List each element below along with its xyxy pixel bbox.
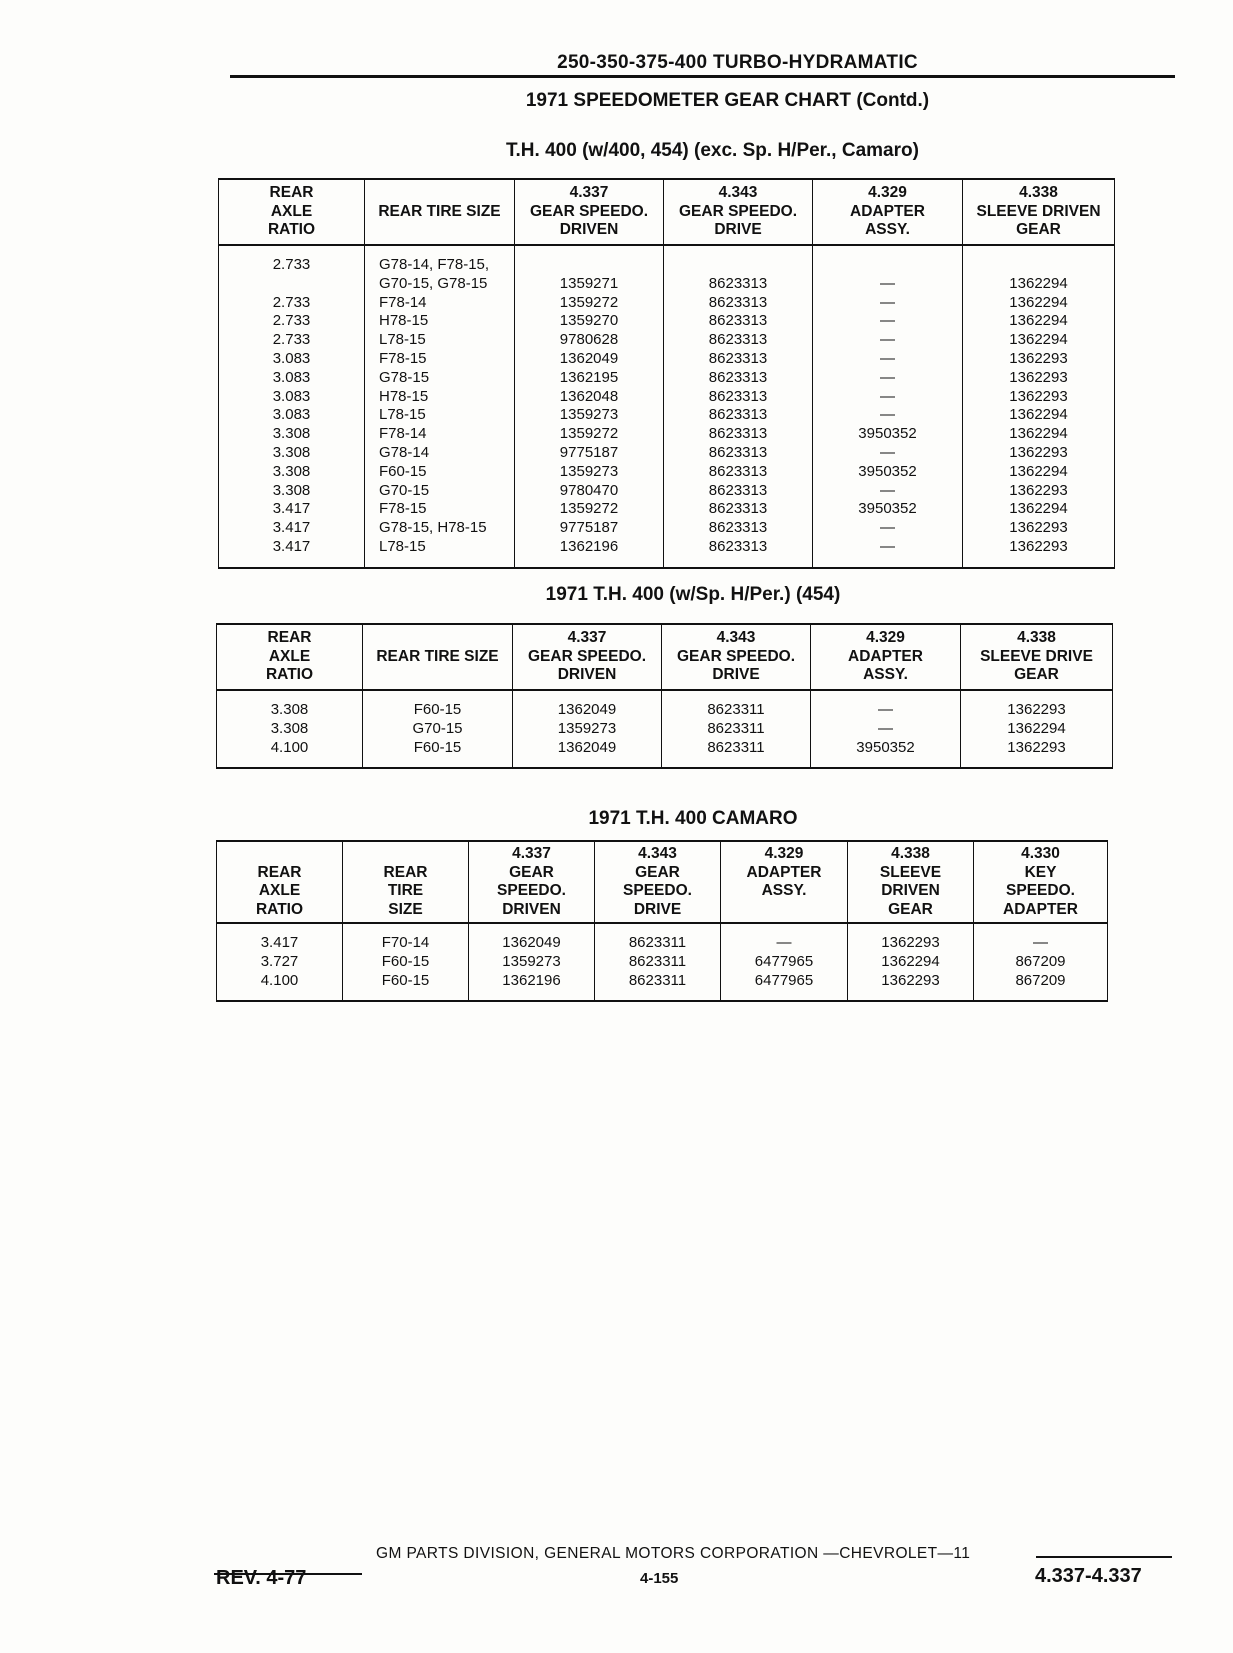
table1-body-row [219, 245, 1115, 568]
table2-header-adapter-assy: 4.329 ADAPTER ASSY. [811, 624, 961, 690]
table2-speedo-driven-column: 1362049 1359273 1362049 [513, 690, 662, 768]
publisher-line: GM PARTS DIVISION, GENERAL MOTORS CORPORATION —CHEVROLET—11 [376, 1545, 971, 1562]
table1-header-sleeve-driven-gear: 4.338 SLEEVE DRIVEN GEAR [963, 179, 1115, 245]
table2-header-speedo-drive: 4.343 GEAR SPEEDO. DRIVE [662, 624, 811, 690]
table2-body-row [217, 690, 1113, 768]
table3-header-sleeve-driven-gear: 4.338 SLEEVE DRIVEN GEAR [848, 841, 974, 923]
table3-speedo-driven-column: 1362049 1359273 1362196 [469, 923, 595, 1001]
table1-header-adapter-assy: 4.329 ADAPTER ASSY. [813, 179, 963, 245]
table1 [218, 178, 1115, 569]
document-header-title: 250-350-375-400 TURBO-HYDRAMATIC [557, 52, 918, 73]
table1-adapter-assy-column: — — — — — — — — 3950352 — 3950352 — 3950352 — — [813, 245, 963, 568]
page-number: 4-155 [640, 1570, 679, 1587]
table3-header-speedo-drive: 4.343 GEAR SPEEDO. DRIVE [595, 841, 721, 923]
table3-body-row [217, 923, 1108, 1001]
table1-header-axle-ratio: REAR AXLE RATIO [219, 179, 365, 245]
footer-right-rule [1036, 1556, 1172, 1558]
table3 [216, 840, 1108, 1002]
table3-title: 1971 T.H. 400 CAMARO [588, 808, 798, 829]
table1-speedo-drive-column: 8623313 8623313 8623313 8623313 8623313 8623313 8623313 8623313 8623313 8623313 8623313 8623313 8623313 8623313 8623313 [664, 245, 813, 568]
chart-title: 1971 SPEEDOMETER GEAR CHART (Contd.) [525, 90, 930, 111]
table1-header-speedo-drive: 4.343 GEAR SPEEDO. DRIVE [664, 179, 813, 245]
table2-header-axle-ratio: REAR AXLE RATIO [217, 624, 363, 690]
table1-axle-ratio-column: 2.733 2.733 2.733 2.733 3.083 3.083 3.083 3.083 3.308 3.308 3.308 3.308 3.417 3.417 3.417 [219, 245, 365, 568]
table2-sleeve-gear-column: 1362293 1362294 1362293 [961, 690, 1113, 768]
table2-header-tire-size: REAR TIRE SIZE [363, 624, 513, 690]
table1-header-tire-size: REAR TIRE SIZE [365, 179, 515, 245]
table2-tire-size-column: F60-15 G70-15 F60-15 [363, 690, 513, 768]
header-rule [230, 75, 1175, 78]
table2-title: 1971 T.H. 400 (w/Sp. H/Per.) (454) [545, 584, 841, 605]
table1-header-speedo-driven: 4.337 GEAR SPEEDO. DRIVEN [515, 179, 664, 245]
table2-speedo-drive-column: 8623311 8623311 8623311 [662, 690, 811, 768]
table1-sleeve-gear-column: 1362294 1362294 1362294 1362294 1362293 1362293 1362293 1362294 1362294 1362293 1362294 1362293 1362294 1362293 1362293 [963, 245, 1115, 568]
table3-header-axle-ratio: REAR AXLE RATIO [217, 841, 343, 923]
table1-title: T.H. 400 (w/400, 454) (exc. Sp. H/Per., Camaro) [506, 140, 919, 161]
table2-adapter-assy-column: — — 3950352 [811, 690, 961, 768]
table3-tire-size-column: F70-14 F60-15 F60-15 [343, 923, 469, 1001]
table2 [216, 623, 1113, 769]
table1-tire-size-column: G78-14, F78-15, G70-15, G78-15 F78-14 H78-15 L78-15 F78-15 G78-15 H78-15 L78-15 F78-14 G78-14 F60-15 G70-15 F78-15 G78-15, H78-15 L78-15 [365, 245, 515, 568]
table3-key-adapter-column: — 867209 867209 [974, 923, 1108, 1001]
table2-header-sleeve-drive-gear: 4.338 SLEEVE DRIVE GEAR [961, 624, 1113, 690]
table3-header-adapter-assy: 4.329 ADAPTER ASSY. [721, 841, 848, 923]
table3-header-speedo-driven: 4.337 GEAR SPEEDO. DRIVEN [469, 841, 595, 923]
table3-axle-ratio-column: 3.417 3.727 4.100 [217, 923, 343, 1001]
table2-header-speedo-driven: 4.337 GEAR SPEEDO. DRIVEN [513, 624, 662, 690]
revision-label: REV. 4-77 [216, 1567, 307, 1589]
section-number: 4.337-4.337 [1035, 1565, 1142, 1587]
table3-header-tire-size: REAR TIRE SIZE [343, 841, 469, 923]
table3-sleeve-gear-column: 1362293 1362294 1362293 [848, 923, 974, 1001]
table1-speedo-driven-column: 1359271 1359272 1359270 9780628 1362049 1362195 1362048 1359273 1359272 9775187 1359273 9780470 1359272 9775187 1362196 [515, 245, 664, 568]
table2-axle-ratio-column: 3.308 3.308 4.100 [217, 690, 363, 768]
table3-header-key-speedo-adapter: 4.330 KEY SPEEDO. ADAPTER [974, 841, 1108, 923]
table3-speedo-drive-column: 8623311 8623311 8623311 [595, 923, 721, 1001]
table3-adapter-assy-column: — 6477965 6477965 [721, 923, 848, 1001]
